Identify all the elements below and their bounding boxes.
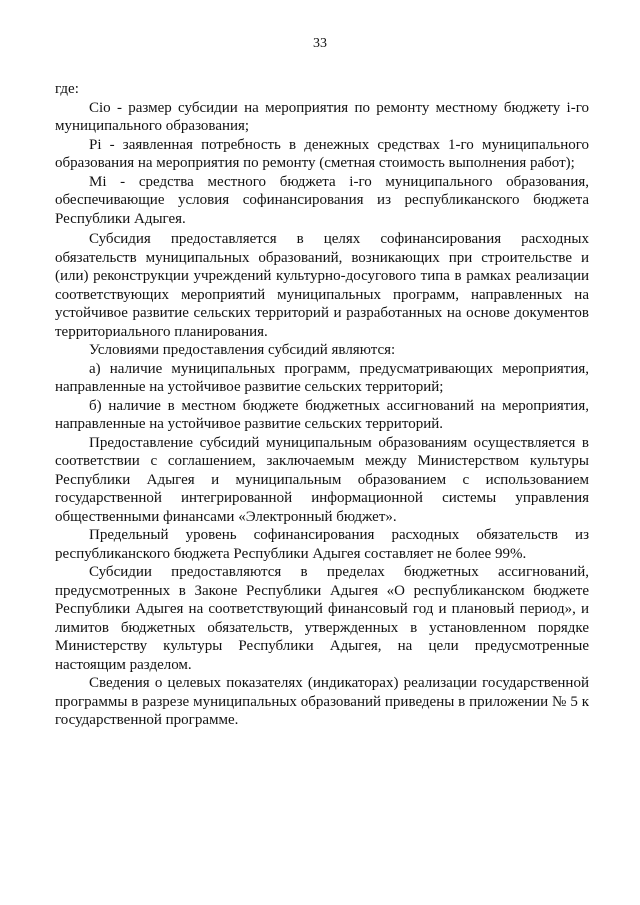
- cofinancing-limit-paragraph: Предельный уровень софинансирования расходных обязательств из республиканского бюджета Республики Адыгея составляет не более 99%.: [55, 527, 589, 562]
- document-body: [55, 80, 589, 730]
- condition-a: а) наличие муниципальных программ, предусматривающих мероприятия, направленные на устойчивое развитие сельских территорий;: [55, 360, 589, 395]
- definition-mi: Mi - средства местного бюджета i-го муниципального образования, обеспечивающие условия софинансирования из республиканского бюджета Республики Адыгея.: [55, 173, 589, 227]
- definition-cio: Ciо - размер субсидии на мероприятия по ремонту местному бюджету i-го муниципального образования;: [55, 99, 589, 134]
- budget-allocation-paragraph: Субсидии предоставляются в пределах бюджетных ассигнований, предусмотренных в Законе Республики Адыгея «О республиканском бюджете Республики Адыгея на соответствующий финансовый год и плановый период», и лимитов бюджетных обязательств, утвержденных в установленном порядке Министерству культуры Республики Адыгея, на цели предусмотренные настоящим разделом.: [55, 564, 589, 673]
- intro-where: где:: [55, 81, 79, 97]
- condition-b: б) наличие в местном бюджете бюджетных ассигнований на мероприятия, направленные на устойчивое развитие сельских территорий.: [55, 397, 589, 432]
- conditions-heading: Условиями предоставления субсидий являются:: [89, 342, 396, 358]
- definition-pi: Pi - заявленная потребность в денежных средствах 1-го муниципального образования на мероприятия по ремонту (сметная стоимость выполнения работ);: [55, 136, 589, 171]
- agreement-paragraph: Предоставление субсидий муниципальным образованиям осуществляется в соответствии с соглашением, заключаемым между Министерством культуры Республики Адыгея и муниципальным образованием с использованием государственной интегрированной информационной системы управления общественными финансами «Электронный бюджет».: [55, 434, 589, 525]
- indicators-paragraph: Сведения о целевых показателях (индикаторах) реализации государственной программы в разрезе муниципальных образований приведены в приложении № 5 к государственной программе.: [55, 675, 589, 728]
- subsidy-purpose-paragraph: Субсидия предоставляется в целях софинансирования расходных обязательств муниципальных образований, возникающих при строительстве и (или) реконструкции учреждений культурно-досугового типа в рамках реализации соответствующих мероприятий муниципальных программ, направленных на устойчивое развитие сельских территорий и разработанных на основе документов территориального планирования.: [55, 231, 589, 340]
- page-number: 33: [313, 36, 327, 51]
